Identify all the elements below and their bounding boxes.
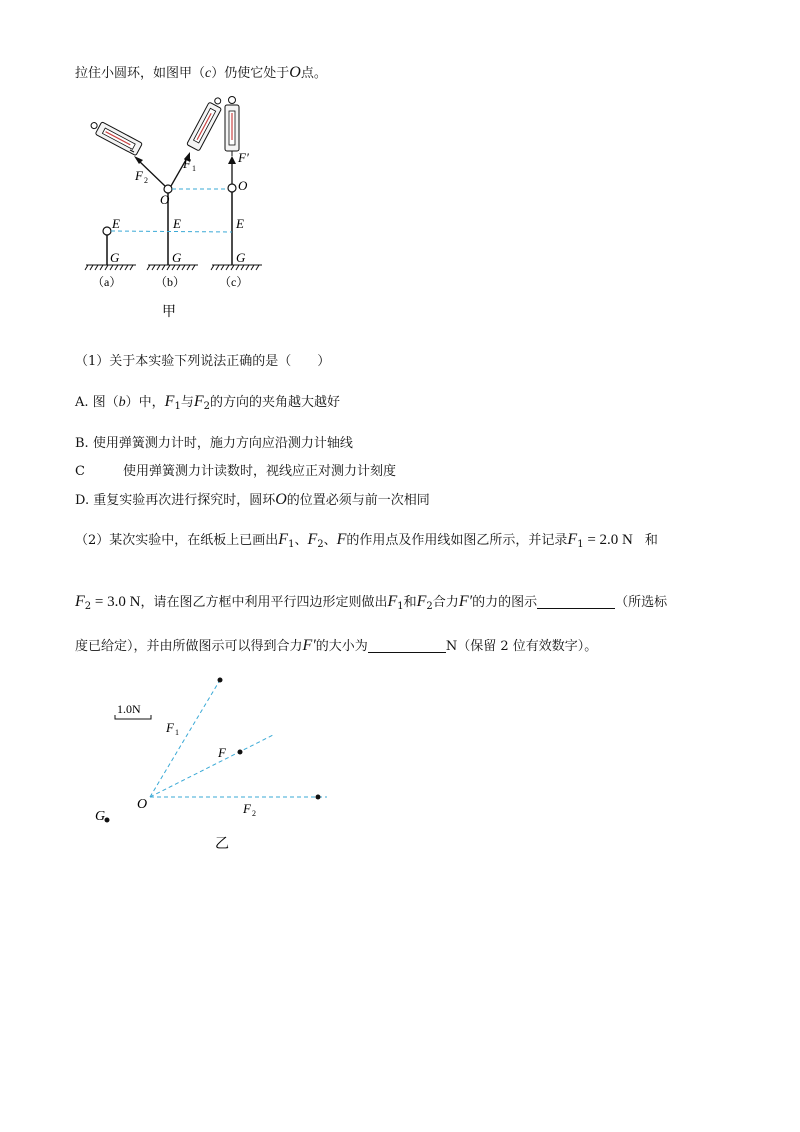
- yi-label-F: F: [218, 745, 226, 760]
- label-E-c: E: [236, 216, 244, 231]
- caption-yi: 乙: [215, 837, 229, 852]
- caption-jia: 甲: [162, 305, 176, 320]
- label-O-c: O: [238, 178, 248, 193]
- intro-O: O: [289, 64, 301, 81]
- yi-label-G: G: [95, 809, 106, 824]
- F1-point: [218, 678, 223, 683]
- label-G-a: G: [110, 250, 120, 265]
- q1-option-D: D. 重复实验再次进行探究时，圆环O的位置必须与前一次相同: [75, 491, 430, 508]
- label-F2-sub: 2: [144, 176, 148, 185]
- label-O-b: O: [160, 192, 170, 207]
- intro-text: ）仍使它处于: [211, 66, 290, 81]
- G-point: [105, 818, 110, 823]
- label-G-b: G: [172, 250, 182, 265]
- q2-line2: $F_2 = 3.0$ N，请在图乙方框中利用平行四边形定则做出$F_1$和$F_2$合力F′的力的图示 （所选标: [75, 593, 668, 612]
- F-point: [238, 750, 243, 755]
- yi-label-F2: F: [243, 801, 251, 816]
- yi-label-F1: F: [166, 720, 174, 735]
- q1-option-A: A. 图（b）中，$F_1$与$F_2$的方向的夹角越大越好: [75, 393, 341, 412]
- label-E-b: E: [173, 216, 181, 231]
- yi-label-F2-sub: 2: [252, 809, 256, 818]
- q1-option-C: C 使用弹簧测力计读数时，视线应正对测力计刻度: [75, 464, 396, 479]
- scale-label: 1.0N: [117, 702, 141, 716]
- label-b: （b）: [155, 275, 186, 289]
- label-E-a: E: [112, 216, 120, 231]
- F2-point: [316, 795, 321, 800]
- q1-option-B: B. 使用弹簧测力计时，施力方向应沿测力计轴线: [75, 436, 353, 451]
- label-Fprime: F′: [238, 150, 249, 165]
- F1-line: [150, 680, 220, 797]
- q2-line1: （2）某次实验中，在纸板上已画出$F_1$、$F_2$、F的作用点及作用线如图乙所示，并记录$F_1 = 2.0$ N 和: [75, 531, 658, 550]
- label-G-c: G: [236, 250, 246, 265]
- intro-text: 点。: [300, 66, 327, 81]
- yi-label-O: O: [137, 797, 148, 812]
- intro-text: 拉住小圆环，如图甲（: [75, 66, 206, 81]
- label-F1: F: [183, 156, 191, 171]
- label-F1-sub: 1: [192, 164, 196, 173]
- intro-c: c: [205, 66, 212, 81]
- label-a: （a）: [92, 275, 122, 289]
- label-c: （c）: [219, 275, 249, 289]
- label-F2: F: [135, 168, 143, 183]
- q2-line3: 度已给定），并由所做图示可以得到合力F′的大小为 N（保留 2 位有效数字）。: [75, 637, 598, 654]
- q1-stem: （1）关于本实验下列说法正确的是（ ）: [75, 354, 331, 369]
- yi-label-F1-sub: 1: [175, 728, 179, 737]
